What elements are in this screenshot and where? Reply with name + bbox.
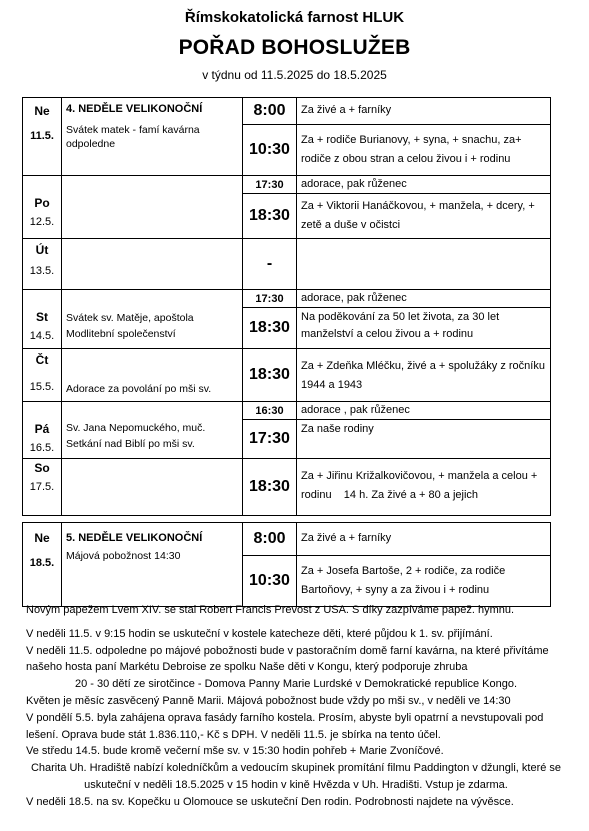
announcement: Květen je měsíc zasvěcený Panně Marii. Májová pobožnost bude vždy po mši sv., v neděli ve 14:30 <box>26 694 511 707</box>
mass-time: 8:00 <box>243 98 297 125</box>
mass-time: 8:00 <box>243 523 297 556</box>
day-name: St <box>36 310 48 324</box>
day-description <box>62 239 243 290</box>
announcements <box>26 602 566 811</box>
day-date: 13.5. <box>29 265 55 277</box>
mass-intention: adorace , pak růženec <box>297 402 551 420</box>
mass-intention <box>297 239 551 290</box>
day-date: 12.5. <box>29 216 55 228</box>
schedule-row-ct <box>23 349 551 402</box>
schedule-row-ne-1 <box>23 98 551 125</box>
page-title: POŘAD BOHOSLUŽEB <box>178 36 411 59</box>
announcement: Charita Uh. Hradiště nabízí koledníčkům a vedoucím skupinek promítání filmu Paddington v džungli, které se uskuteční v neděli 18.5.2025 v 15 hodin v kině Hvězda v Uh. Hradišti. Vstup je zdarma. <box>30 762 562 791</box>
announcement: V pondělí 5.5. byla zahájena oprava fasády farního kostela. Prosím, abyste byli opatrní a nevstupovali pod lešení. Oprava bude stát 1.836.110,- Kč s DPH. V neděli 11.5. je sbírka na tento účel. <box>26 711 544 741</box>
mass-time: - <box>243 239 297 290</box>
day-name: Čt <box>35 353 49 367</box>
announcement: V neděli 18.5. na sv. Kopečku u Olomouce se uskuteční Den rodin. Podrobnosti najdete na vývěsce. <box>26 795 514 808</box>
schedule-row-pa-1 <box>23 402 551 420</box>
day-description <box>62 523 243 607</box>
day-date: 11.5. <box>30 130 54 142</box>
mass-intention: Na poděkování za 50 let života, za 30 let manželství a celou živou a + rodinu <box>297 308 551 349</box>
day-description <box>62 176 243 239</box>
mass-intention: Za + Viktorii Hanáčkovou, + manžela, + dcery, + zetě a duše v očistci <box>297 194 551 239</box>
mass-time: 16:30 <box>243 402 297 420</box>
mass-intention: Za živé a + farníky <box>297 98 551 125</box>
day-date: 17.5. <box>29 481 55 493</box>
day-cell <box>23 239 62 290</box>
mass-time: 17:30 <box>243 176 297 194</box>
schedule-row-so <box>23 459 551 516</box>
day-name: Pá <box>34 422 50 436</box>
mass-intention: Za + rodiče Burianovy, + syna, + snachu, za+ rodiče z obou stran a celou živou i + rodinu <box>297 125 551 176</box>
mass-time: 18:30 <box>243 349 297 402</box>
day-cell <box>23 523 62 607</box>
mass-intention: Za živé a + farníky <box>297 523 551 556</box>
liturgical-title: 5. NEDĚLE VELIKONOČNÍ <box>66 532 203 544</box>
week-range: v týdnu od 11.5.2025 do 18.5.2025 <box>202 68 387 82</box>
day-cell <box>23 459 62 516</box>
parish-name: Římskokatolická farnost HLUK <box>184 9 405 26</box>
day-description <box>62 459 243 516</box>
day-name: Po <box>34 196 50 210</box>
day-note: Májová pobožnost 14:30 <box>66 550 181 562</box>
day-cell <box>23 402 62 459</box>
day-cell <box>23 98 62 176</box>
day-cell <box>23 176 62 239</box>
mass-time: 10:30 <box>243 125 297 176</box>
day-note: Svátek matek - famí kavárna odpoledne <box>66 124 200 150</box>
day-note: Sv. Jana Nepomuckého, muč. <box>66 422 206 434</box>
mass-intention: Za + Zdeňka Mléčku, živé a + spolužáky z ročníku 1944 a 1943 <box>297 349 551 402</box>
day-name: So <box>34 461 50 475</box>
day-name: Ne <box>34 104 50 118</box>
day-note: Svátek sv. Matěje, apoštola <box>66 312 194 324</box>
mass-time: 18:30 <box>243 308 297 349</box>
mass-time: 17:30 <box>243 290 297 308</box>
schedule-row-ne2-1 <box>23 523 551 556</box>
schedule-row-st-1 <box>23 290 551 308</box>
mass-intention: adorace, pak růženec <box>297 290 551 308</box>
schedule-row-ut <box>23 239 551 290</box>
day-name: Ne <box>34 531 50 545</box>
day-name: Út <box>35 243 49 257</box>
day-description <box>62 98 243 176</box>
mass-intention: Za + Josefa Bartoše, 2 + rodiče, za rodiče Bartoňovy, + syny a za živou i + rodinu <box>297 556 551 607</box>
announcement: V neděli 11.5. odpoledne po májové pobožnosti bude v pastoračním domě farní kavárna, na které přivítáme našeho hosta paní Markétu Debroise ze spolku Naše děti v Kongu, který podporuje zhruba <box>26 644 549 674</box>
mass-intention: Za naše rodiny <box>297 420 551 459</box>
announcement: Ve středu 14.5. bude kromě večerní mše sv. v 15:30 hodin pohřeb + Marie Zvoníčové. <box>26 745 444 758</box>
day-date: 18.5. <box>29 557 55 569</box>
mass-time: 10:30 <box>243 556 297 607</box>
day-date: 15.5. <box>29 381 55 393</box>
mass-intention: Za + Jiřinu Križalkovičovou, + manžela a celou + rodinu 14 h. Za živé a + 80 a jejich <box>297 459 551 516</box>
schedule-table <box>22 97 551 607</box>
mass-time: 18:30 <box>243 459 297 516</box>
announcement: 20 - 30 dětí ze sirotčince - Domova Panny Marie Lurdské v Demokratické republice Kongo. <box>74 678 518 691</box>
day-cell <box>23 290 62 349</box>
day-description <box>62 402 243 459</box>
mass-time: 17:30 <box>243 420 297 459</box>
day-date: 14.5. <box>29 330 55 342</box>
day-description <box>62 349 243 402</box>
schedule-row-po-1 <box>23 176 551 194</box>
day-note: Adorace za povolání po mši sv. <box>66 383 212 395</box>
schedule-gap <box>23 516 551 523</box>
liturgical-title: 4. NEDĚLE VELIKONOČNÍ <box>66 103 203 115</box>
day-date: 16.5. <box>29 442 55 454</box>
announcement: Novým papežem Lvem XIV. se stal Robert Francis Prevost z USA. S díky zazpíváme papež. hymnu. <box>26 604 515 616</box>
mass-intention: adorace, pak růženec <box>297 176 551 194</box>
mass-time: 18:30 <box>243 194 297 239</box>
day-cell <box>23 349 62 402</box>
day-note: Setkání nad Biblí po mši sv. <box>66 438 195 450</box>
announcement: V neděli 11.5. v 9:15 hodin se uskuteční v kostele katecheze děti, které půjdou k 1. sv. přijímání. <box>26 627 493 640</box>
day-note: Modlitební společenství <box>66 328 176 340</box>
day-description <box>62 290 243 349</box>
